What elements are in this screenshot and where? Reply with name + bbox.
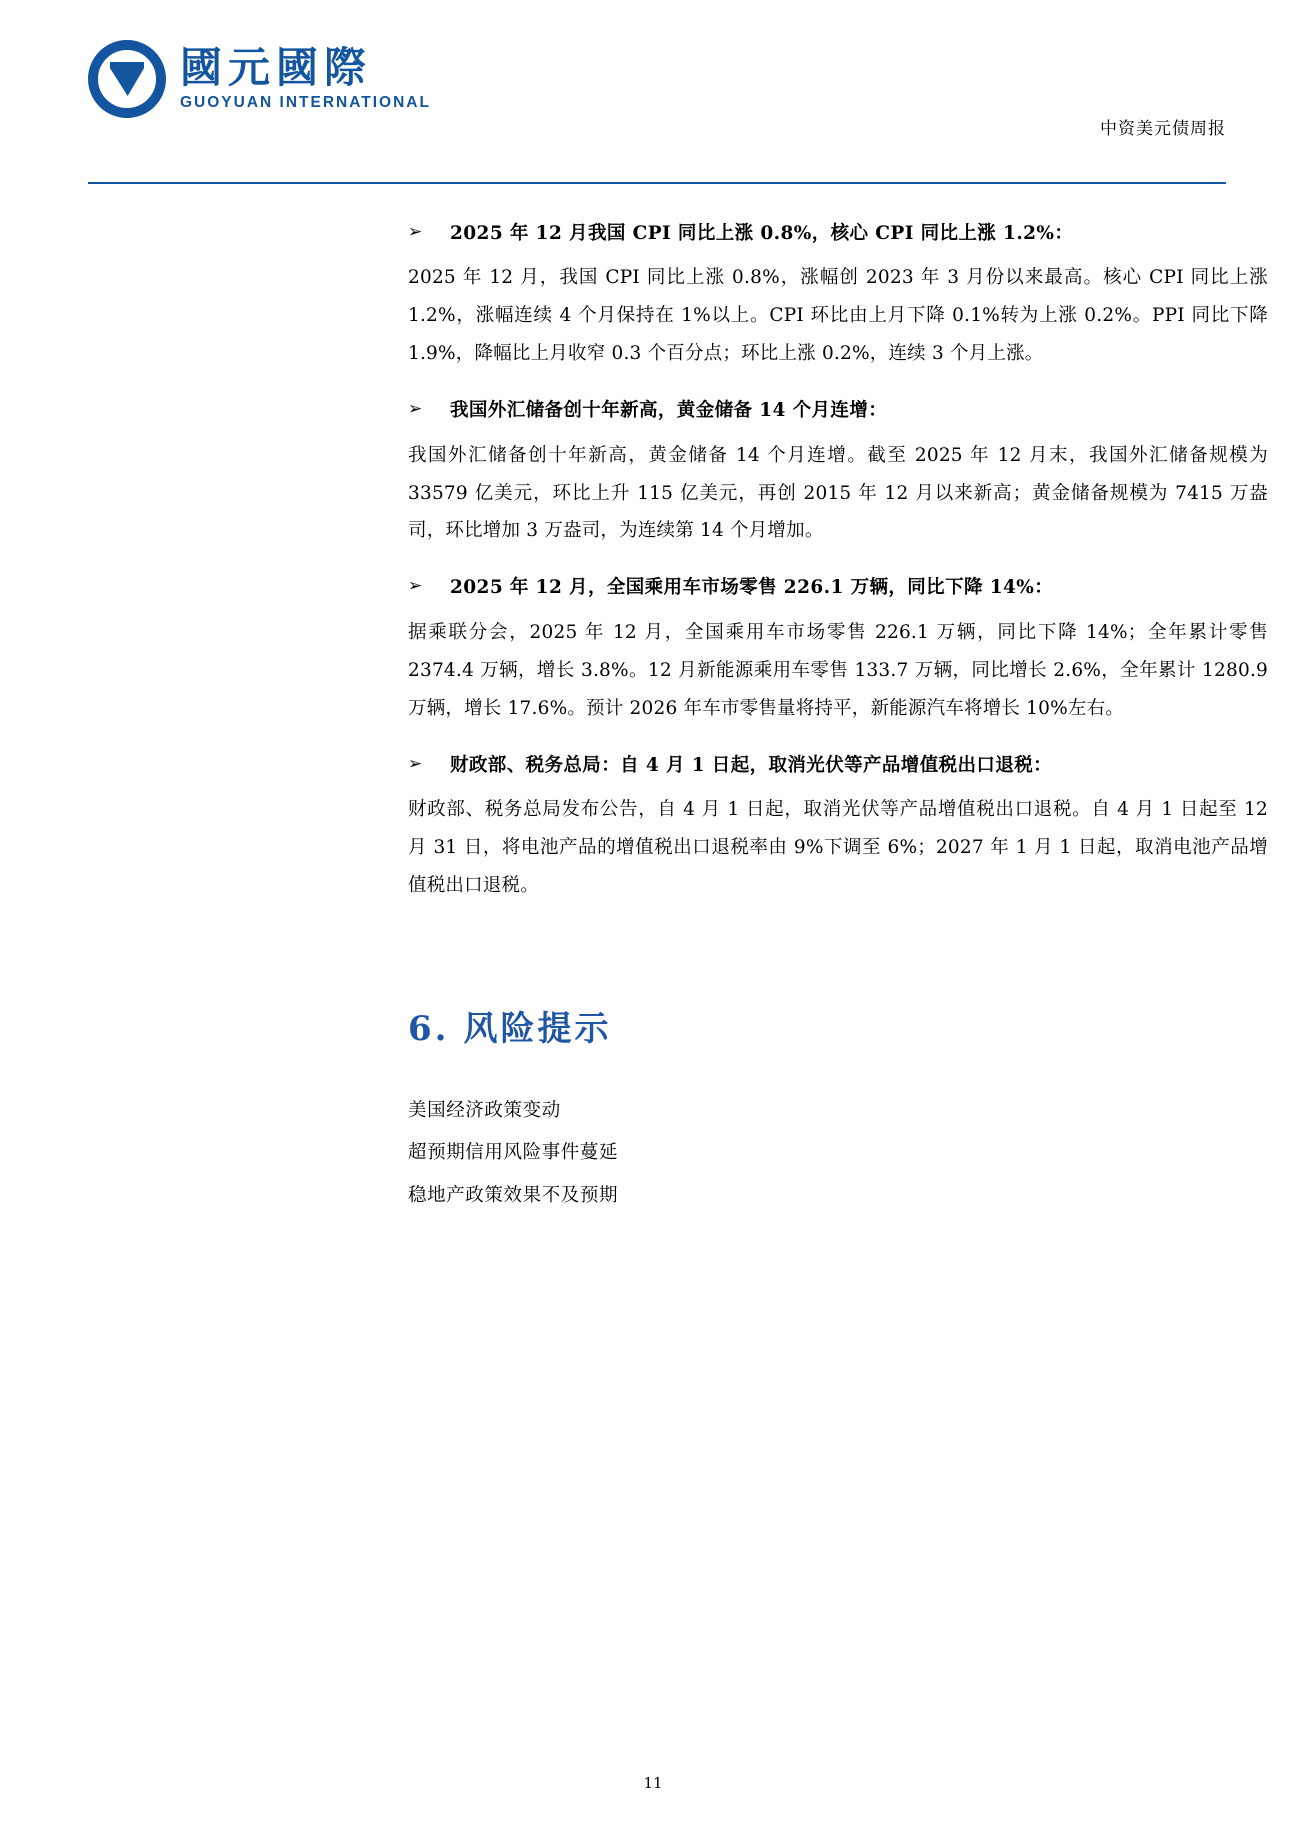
risk-item: 美国经济政策变动: [408, 1099, 561, 1121]
risk-item: 稳地产政策效果不及预期: [408, 1184, 619, 1206]
section-heading-risk: [408, 1001, 1268, 1050]
bullet-heading-text: 财政部、税务总局：自 4 月 1 日起，取消光伏等产品增值税出口退税：: [450, 754, 1053, 776]
logo-emblem-icon: [88, 40, 166, 118]
arrow-bullet-icon: ➢: [408, 222, 423, 242]
bullet-heading-text: 我国外汇储备创十年新高，黄金储备 14 个月连增：: [450, 400, 888, 422]
report-title-label: 中资美元债周报: [1100, 119, 1226, 139]
risk-item: 超预期信用风险事件蔓延: [408, 1142, 619, 1164]
page-header: [88, 40, 1226, 150]
bullet-heading-text: 2025 年 12 月，全国乘用车市场零售 226.1 万辆，同比下降 14%：: [450, 577, 1054, 599]
bullet-heading: [408, 750, 1268, 781]
logo-chinese-name: 國元國際: [180, 42, 373, 92]
arrow-bullet-icon: ➢: [408, 399, 423, 420]
header-divider: [88, 182, 1226, 184]
bullet-body-text: 据乘联分会，2025 年 12 月，全国乘用车市场零售 226.1 万辆，同比下降 14%；全年累计零售 2374.4 万辆，增长 3.8%。12 月新能源乘用车零售 133.7 万辆，同比增长 2.6%，全年累计 1280.9 万辆，增长 17.6%。预计 2026 年车市零售量将持平，新能源汽车将增长 10%左右。: [408, 621, 1268, 719]
bullet-heading: [408, 572, 1268, 603]
section-number: 6.: [408, 1008, 450, 1049]
bullet-heading-text: 2025 年 12 月我国 CPI 同比上涨 0.8%，核心 CPI 同比上涨 1.2%：: [450, 223, 1074, 244]
company-logo: [88, 40, 431, 118]
arrow-bullet-icon: ➢: [408, 753, 423, 774]
bullet-body-text: 财政部、税务总局发布公告，自 4 月 1 日起，取消光伏等产品增值税出口退税。自 4 月 1 日起至 12 月 31 日，将电池产品的增值税出口退税率由 9%下调至 6%；2027 年 1 月 1 日起，取消电池产品增值税出口退税。: [408, 799, 1268, 896]
bullet-heading: [408, 218, 1268, 249]
bullet-heading: [408, 395, 1268, 426]
document-content: [408, 196, 1268, 1217]
section-title-text: 风险提示: [463, 1008, 612, 1049]
bullet-body-text: 我国外汇储备创十年新高，黄金储备 14 个月连增。截至 2025 年 12 月末，我国外汇储备规模为 33579 亿美元，环比上升 115 亿美元，再创 2015 年 12 月以来新高；黄金储备规模为 7415 万盎司，环比增加 3 万盎司，为连续第 14 个月增加。: [408, 444, 1268, 542]
arrow-bullet-icon: ➢: [408, 576, 423, 597]
page-number: 11: [643, 1774, 663, 1792]
bullet-body-text: 2025 年 12 月，我国 CPI 同比上涨 0.8%，涨幅创 2023 年 3 月份以来最高。核心 CPI 同比上涨 1.2%，涨幅连续 4 个月保持在 1%以上。CPI 环比由上月下降 0.1%转为上涨 0.2%。PPI 同比下降 1.9%，降幅比上月收窄 0.3 个百分点；环比上涨 0.2%，连续 3 个月上涨。: [408, 267, 1268, 365]
logo-english-name: GUOYUAN INTERNATIONAL: [180, 94, 431, 112]
logo-text-block: [180, 42, 431, 112]
